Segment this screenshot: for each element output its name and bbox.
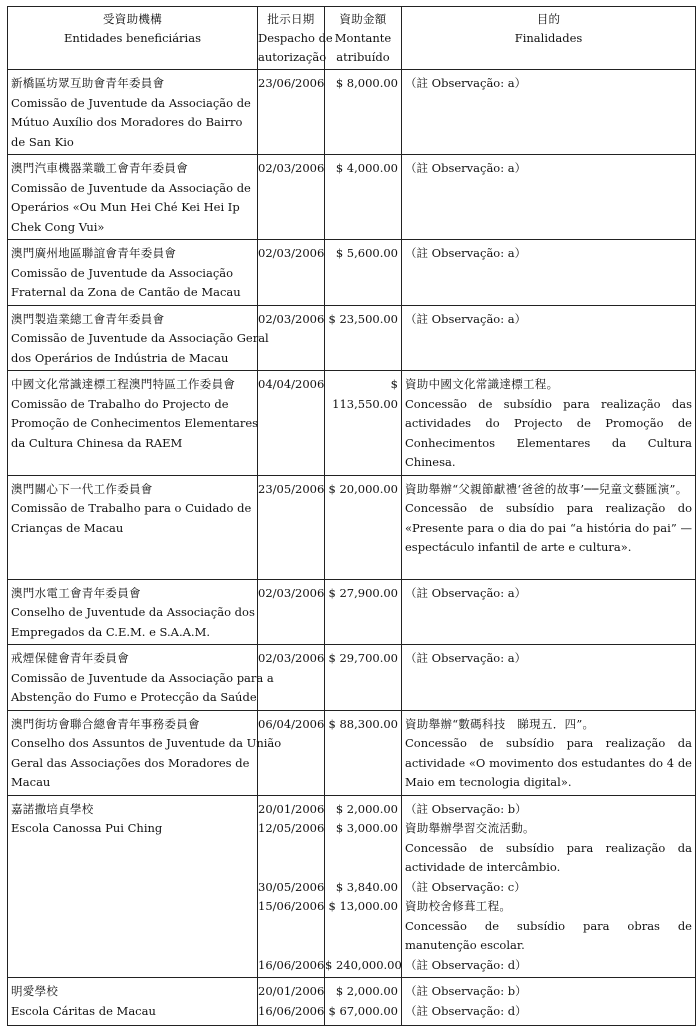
entity-name-pt: Mútuo Auxílio dos Moradores do Bairro [11, 115, 243, 129]
header-date-pt1: Despacho de [258, 31, 333, 45]
header-entities-pt: Entidades beneficiárias [63, 31, 201, 45]
entity-cell [8, 710, 282, 795]
amount-value: $ 4,000.00 [335, 161, 398, 175]
entity-cell [8, 70, 258, 155]
amount-cell [325, 155, 402, 240]
entity-cell [8, 240, 258, 306]
purpose-cell [402, 710, 696, 795]
entity-name-pt: Conselho dos Assuntos de Juventude da União [11, 736, 282, 750]
table-row [8, 70, 696, 155]
amount-value: $ 8,000.00 [335, 76, 398, 90]
entity-name-pt: Chek Cong Vui» [11, 219, 105, 234]
amount-cell [325, 645, 402, 711]
date-cell [258, 240, 325, 306]
date-cell [258, 710, 325, 795]
date-value: 02/03/2006 [258, 651, 325, 665]
purpose-zh: 資助舉辦“數碼科技 睇現五．四”。 [405, 716, 595, 731]
entity-name-pt: Comissão de Trabalho do Projecto de [11, 396, 229, 411]
date-cell [258, 579, 325, 645]
purpose-cell [402, 240, 696, 306]
amount-value: $ 13,000.00 [328, 899, 398, 913]
purpose-pt: Concessão de subsídio para realização das actividades do Projecto de Promoção de Conhecimentos Elementares da Cultura Chinesa. [405, 396, 692, 469]
amount-value: $ 88,300.00 [328, 716, 398, 731]
amount-cell [325, 795, 402, 978]
date-cell [258, 155, 325, 240]
subsidy-table [7, 6, 696, 1026]
entity-cell [8, 475, 258, 579]
date-value: 04/04/2006 [258, 377, 325, 391]
table-row [8, 305, 696, 371]
purpose-note: （註 Observação: a） [405, 651, 527, 665]
date-value: 02/03/2006 [258, 311, 325, 326]
purpose-pt: Concessão de subsídio para obras de manutenção escolar. [405, 918, 692, 952]
purpose-cell [402, 978, 696, 1026]
entity-name-pt: Geral das Associações dos Moradores de [11, 755, 250, 770]
purpose-note: （註 Observação: a） [405, 246, 527, 260]
table-row [8, 795, 696, 978]
entity-name-pt: Comissão de Juventude da Associação Geral [11, 331, 269, 345]
table-row [8, 475, 696, 579]
header-entities [8, 7, 258, 70]
table-header-row [8, 7, 696, 70]
date-cell [258, 70, 325, 155]
entity-name-zh: 澳門汽車機器業職工會青年委員會 [11, 161, 188, 175]
table-row [8, 645, 696, 711]
purpose-pt: Concessão de subsídio para realização da actividade de intercâmbio. [405, 840, 692, 874]
entity-cell [8, 305, 269, 371]
amount-cell [325, 305, 402, 371]
date-value: 16/06/2006 [258, 957, 325, 972]
date-cell [258, 795, 325, 978]
purpose-note: （註 Observação: c） [405, 879, 526, 894]
entity-name-pt: Conselho de Juventude da Associação dos [11, 605, 255, 619]
purpose-note: （註 Observação: a） [405, 585, 527, 600]
entity-name-pt: Escola Cáritas de Macau [11, 1003, 156, 1018]
purpose-pt: Concessão de subsídio para realização do «Presente para o dia do pai “a história do pai” — espectáculo infantil de arte e cultura». [405, 501, 692, 554]
table-row [8, 579, 696, 645]
table-row [8, 371, 696, 476]
header-purpose-pt: Finalidades [514, 31, 583, 45]
entity-name-pt: Abstenção do Fumo e Protecção da Saúde [11, 690, 257, 704]
entity-name-pt: Comissão de Juventude da Associação [11, 265, 234, 280]
date-value: 02/03/2006 [258, 246, 325, 260]
entity-name-zh: 新橋區坊眾互助會青年委員會 [11, 76, 165, 90]
amount-cell [325, 240, 402, 306]
purpose-pt: Concessão de subsídio para realização da actividade «O movimento dos estudantes do 4 de Maio em tecnologia digital». [405, 736, 692, 789]
entity-name-zh: 澳門水電工會青年委員會 [11, 585, 141, 600]
entity-name-zh: 中國文化常識達標工程澳門特區工作委員會 [11, 377, 236, 391]
header-purpose-zh: 目的 [536, 12, 561, 26]
amount-cell [325, 70, 402, 155]
table-row [8, 240, 696, 306]
date-value: 06/04/2006 [258, 716, 325, 731]
purpose-cell [402, 371, 696, 476]
purpose-note: （註 Observação: b） [405, 984, 527, 998]
header-date-zh: 批示日期 [267, 12, 315, 26]
header-amount-zh: 資助金額 [339, 12, 387, 26]
entity-name-pt: Promoção de Conhecimentos Elementares [11, 416, 259, 430]
purpose-note: （註 Observação: b） [405, 801, 527, 816]
amount-cell [325, 978, 402, 1026]
amount-value: $ 3,840.00 [335, 879, 398, 894]
entity-name-pt: dos Operários de Indústria de Macau [11, 350, 229, 365]
purpose-note: （註 Observação: a） [405, 76, 527, 90]
entity-cell [8, 371, 258, 476]
amount-value: $ 2,000.00 [335, 801, 398, 816]
entity-name-pt: Crianças de Macau [11, 520, 124, 535]
amount-value: $ 240,000.00 [325, 957, 402, 972]
table-row [8, 155, 696, 240]
purpose-zh: 資助中國文化常識達標工程。 [405, 377, 559, 391]
purpose-cell [402, 475, 696, 579]
amount-value: $ 27,900.00 [328, 585, 398, 600]
date-cell [258, 978, 325, 1026]
entity-name-pt: Empregados da C.E.M. e S.A.A.M. [11, 624, 211, 639]
entity-name-zh: 澳門街坊會聯合總會青年事務委員會 [11, 716, 200, 731]
entity-cell [8, 579, 258, 645]
date-value: 20/01/2006 [258, 984, 325, 998]
date-value: 15/06/2006 [258, 899, 325, 913]
entity-name-zh: 澳門關心下一代工作委員會 [11, 481, 153, 496]
date-value: 30/05/2006 [258, 879, 325, 894]
entity-name-pt: Comissão de Juventude da Associação para a [11, 670, 274, 685]
date-value: 02/03/2006 [258, 585, 325, 600]
purpose-note: （註 Observação: a） [405, 161, 527, 175]
purpose-note: （註 Observação: d） [405, 1003, 527, 1018]
entity-name-pt: Macau [11, 775, 51, 789]
purpose-cell [402, 155, 696, 240]
entity-name-pt: Operários «Ou Mun Hei Ché Kei Hei Ip [11, 200, 240, 214]
entity-cell [8, 795, 258, 978]
date-cell [258, 475, 325, 579]
header-amount-pt1: Montante [334, 31, 392, 45]
purpose-cell [402, 579, 696, 645]
entity-cell [8, 645, 274, 711]
purpose-zh: 資助舉辦學習交流活動。 [405, 821, 535, 835]
entity-name-pt: Comissão de Trabalho para o Cuidado de [11, 501, 252, 515]
entity-cell [8, 155, 258, 240]
amount-cell [325, 475, 402, 579]
entity-name-pt: Comissão de Juventude da Associação de [11, 180, 251, 195]
entity-name-pt: da Cultura Chinesa da RAEM [11, 435, 183, 450]
amount-cell [325, 710, 402, 795]
amount-value: $ 20,000.00 [328, 481, 398, 496]
purpose-note: （註 Observação: d） [405, 957, 527, 972]
entity-name-pt: de San Kio [11, 134, 74, 149]
date-value: 23/05/2006 [258, 481, 325, 496]
date-value: 02/03/2006 [258, 161, 325, 175]
purpose-cell [402, 795, 696, 978]
header-date [258, 7, 333, 70]
header-date-pt2: autorização [258, 50, 327, 64]
entity-name-pt: Fraternal da Zona de Cantão de Macau [11, 285, 241, 299]
table-row [8, 978, 696, 1026]
purpose-zh: 資助校舍修葺工程。 [405, 899, 512, 913]
date-value: 16/06/2006 [258, 1003, 325, 1018]
amount-value: $ 23,500.00 [328, 311, 398, 326]
purpose-zh: 資助舉辦“父親節獻禮‘爸爸的故事’──兒童文藝匯演”。 [405, 481, 688, 496]
date-value: 12/05/2006 [258, 821, 325, 835]
amount-cell [325, 371, 402, 476]
table-row [8, 710, 696, 795]
purpose-cell [402, 70, 696, 155]
date-cell [258, 371, 325, 476]
amount-value: $ 3,000.00 [335, 821, 398, 835]
amount-cell [325, 579, 402, 645]
header-entities-zh: 受資助機構 [103, 12, 162, 26]
purpose-note: （註 Observação: a） [405, 311, 527, 326]
header-amount-pt2: atribuído [336, 50, 390, 64]
date-value: 20/01/2006 [258, 801, 325, 816]
entity-name-zh: 嘉諾撒培貞學校 [11, 801, 94, 816]
amount-value: $ 2,000.00 [335, 984, 398, 998]
purpose-cell [402, 305, 696, 371]
entity-name-zh: 戒煙保健會青年委員會 [11, 651, 129, 665]
amount-value: $ 67,000.00 [328, 1003, 398, 1018]
entity-cell [8, 978, 258, 1026]
entity-name-zh: 澳門製造業總工會青年委員會 [11, 311, 165, 326]
purpose-cell [402, 645, 696, 711]
amount-value: $ 5,600.00 [335, 246, 398, 260]
date-value: 23/06/2006 [258, 76, 325, 90]
entity-name-pt: Comissão de Juventude da Associação de [11, 95, 251, 110]
amount-value: $ 29,700.00 [328, 651, 398, 665]
header-purpose [402, 7, 696, 70]
amount-value: $ 113,550.00 [332, 377, 398, 411]
entity-name-pt: Escola Canossa Pui Ching [11, 821, 163, 835]
entity-name-zh: 明愛學校 [11, 984, 59, 998]
header-amount [325, 7, 402, 70]
entity-name-zh: 澳門廣州地區聯誼會青年委員會 [11, 246, 177, 260]
